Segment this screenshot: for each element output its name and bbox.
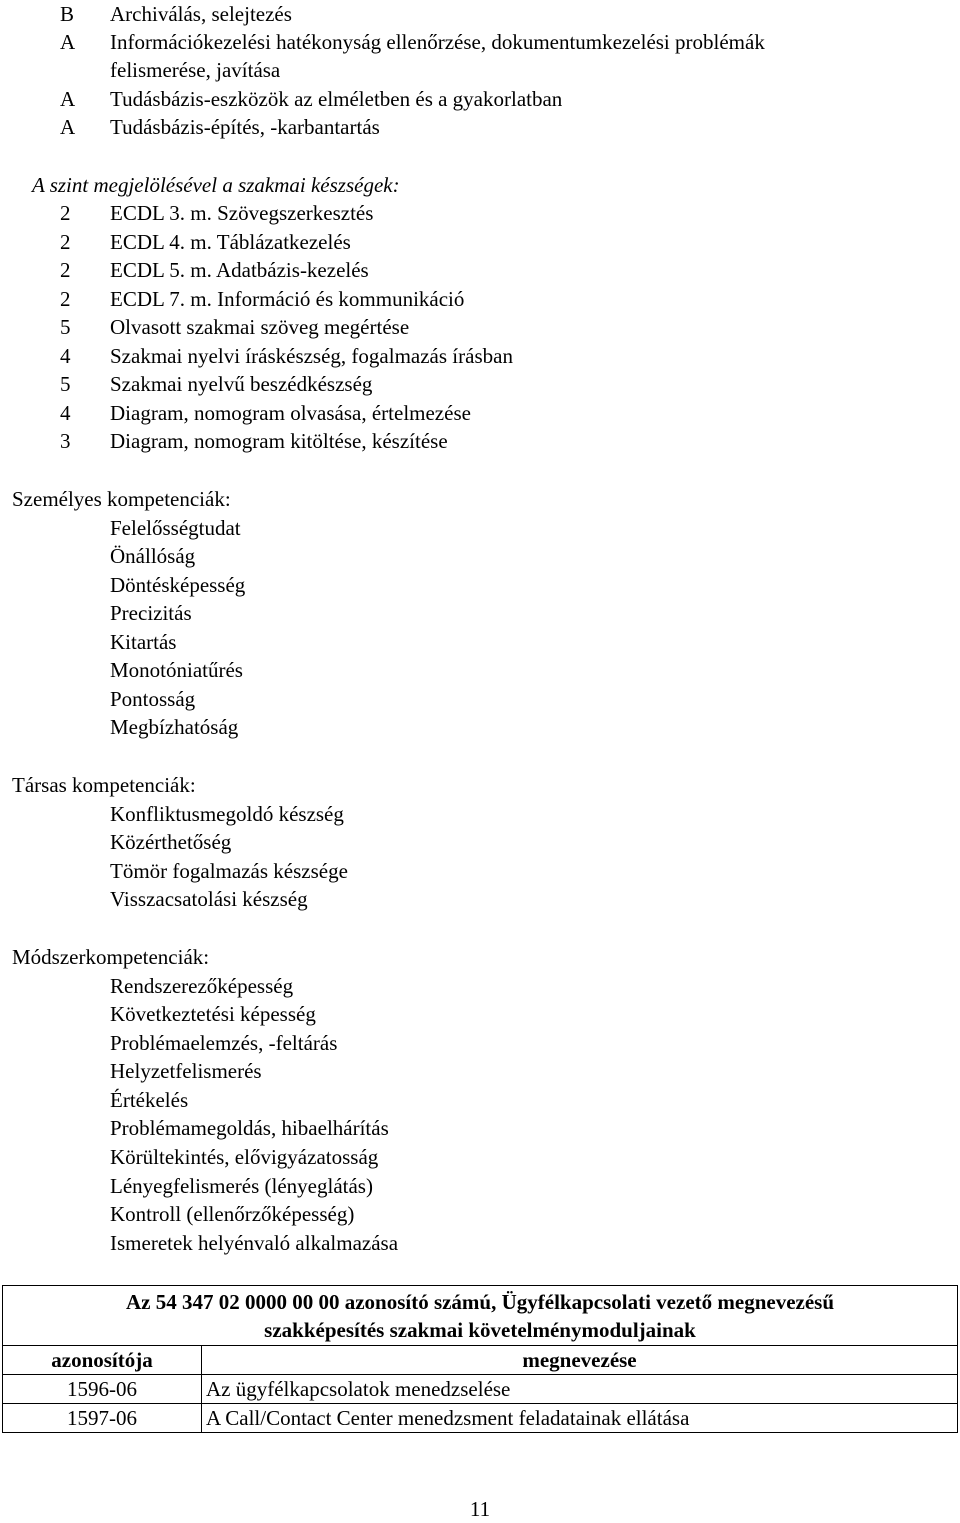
module-id: 1597-06 bbox=[3, 1404, 202, 1433]
competency-item: Helyzetfelismerés bbox=[110, 1059, 262, 1083]
competency-item: Kontroll (ellenőrzőképesség) bbox=[110, 1202, 355, 1226]
skill-text: Diagram, nomogram olvasása, értelmezése bbox=[110, 401, 471, 425]
competency-item: Következtetési képesség bbox=[110, 1002, 316, 1026]
skill-text: Szakmai nyelvi íráskészség, fogalmazás írásban bbox=[110, 344, 513, 368]
skill-text: ECDL 4. m. Táblázatkezelés bbox=[110, 230, 351, 254]
module-name: A Call/Contact Center menedzsment feladatainak ellátása bbox=[202, 1404, 958, 1433]
competency-item: Pontosság bbox=[110, 687, 196, 711]
skill-level: 2 bbox=[60, 258, 71, 282]
column-header-id: azonosítója bbox=[3, 1346, 202, 1375]
skill-text: Olvasott szakmai szöveg megértése bbox=[110, 315, 410, 339]
skill-level: 5 bbox=[60, 315, 71, 339]
module-name: Az ügyfélkapcsolatok menedzselése bbox=[202, 1375, 958, 1404]
skill-text: Tudásbázis-építés, -karbantartás bbox=[110, 115, 380, 139]
skill-level: 2 bbox=[60, 201, 71, 225]
page-number: 11 bbox=[469, 1497, 491, 1521]
skill-text: ECDL 7. m. Információ és kommunikáció bbox=[110, 287, 465, 311]
competency-item: Ismeretek helyénvaló alkalmazása bbox=[110, 1231, 399, 1255]
table-title-line: szakképesítés szakmai követelménymoduljainak bbox=[264, 1318, 696, 1342]
professional-skills-heading: A szint megjelölésével a szakmai készségek: bbox=[32, 173, 400, 197]
competency-item: Visszacsatolási készség bbox=[110, 887, 308, 911]
skill-level: 4 bbox=[60, 401, 71, 425]
competency-item: Problémamegoldás, hibaelhárítás bbox=[110, 1116, 389, 1140]
skill-text: felismerése, javítása bbox=[110, 58, 281, 82]
competency-item: Felelősségtudat bbox=[110, 516, 241, 540]
skill-level: A bbox=[60, 87, 76, 111]
competency-item: Kitartás bbox=[110, 630, 177, 654]
competency-item: Konfliktusmegoldó készség bbox=[110, 802, 344, 826]
skill-text: ECDL 5. m. Adatbázis-kezelés bbox=[110, 258, 369, 282]
competency-item: Megbízhatóság bbox=[110, 715, 239, 739]
table-header-row bbox=[3, 1346, 958, 1375]
competency-item: Döntésképesség bbox=[110, 573, 246, 597]
competency-item: Önállóság bbox=[110, 544, 196, 568]
competency-item: Tömör fogalmazás készsége bbox=[110, 859, 348, 883]
competency-item: Problémaelemzés, -feltárás bbox=[110, 1031, 338, 1055]
competency-item: Precizitás bbox=[110, 601, 192, 625]
skill-level: 3 bbox=[60, 429, 71, 453]
skill-level: 5 bbox=[60, 372, 71, 396]
skill-text: ECDL 3. m. Szövegszerkesztés bbox=[110, 201, 374, 225]
skill-text: Szakmai nyelvű beszédkészség bbox=[110, 372, 373, 396]
table-title-line: Az 54 347 02 0000 00 00 azonosító számú, Ügyfélkapcsolati vezető megnevezésű bbox=[125, 1290, 835, 1314]
module-table bbox=[2, 1285, 958, 1433]
table-row bbox=[3, 1404, 958, 1433]
competency-item: Értékelés bbox=[110, 1088, 189, 1112]
module-id: 1596-06 bbox=[3, 1375, 202, 1404]
skill-text: Tudásbázis-eszközök az elméletben és a gyakorlatban bbox=[110, 87, 563, 111]
table-row bbox=[3, 1375, 958, 1404]
skill-level: 2 bbox=[60, 230, 71, 254]
skill-level: 2 bbox=[60, 287, 71, 311]
competency-item: Közérthetőség bbox=[110, 830, 232, 854]
skill-level: A bbox=[60, 115, 76, 139]
personal-competencies-heading: Személyes kompetenciák: bbox=[12, 487, 231, 511]
skill-level: A bbox=[60, 30, 76, 54]
skill-level: B bbox=[60, 2, 75, 26]
skill-text: Információkezelési hatékonyság ellenőrzése, dokumentumkezelési problémák bbox=[110, 30, 765, 54]
competency-item: Monotóniatűrés bbox=[110, 658, 243, 682]
competency-item: Körültekintés, elővigyázatosság bbox=[110, 1145, 379, 1169]
table-title bbox=[3, 1286, 958, 1346]
skill-level: 4 bbox=[60, 344, 71, 368]
method-competencies-heading: Módszerkompetenciák: bbox=[12, 945, 210, 969]
competency-item: Lényegfelismerés (lényeglátás) bbox=[110, 1174, 373, 1198]
skill-text: Archiválás, selejtezés bbox=[110, 2, 292, 26]
social-competencies-heading: Társas kompetenciák: bbox=[12, 773, 196, 797]
table-title-row bbox=[3, 1286, 958, 1346]
skill-text: Diagram, nomogram kitöltése, készítése bbox=[110, 429, 448, 453]
column-header-name: megnevezése bbox=[202, 1346, 958, 1375]
competency-item: Rendszerezőképesség bbox=[110, 974, 294, 998]
